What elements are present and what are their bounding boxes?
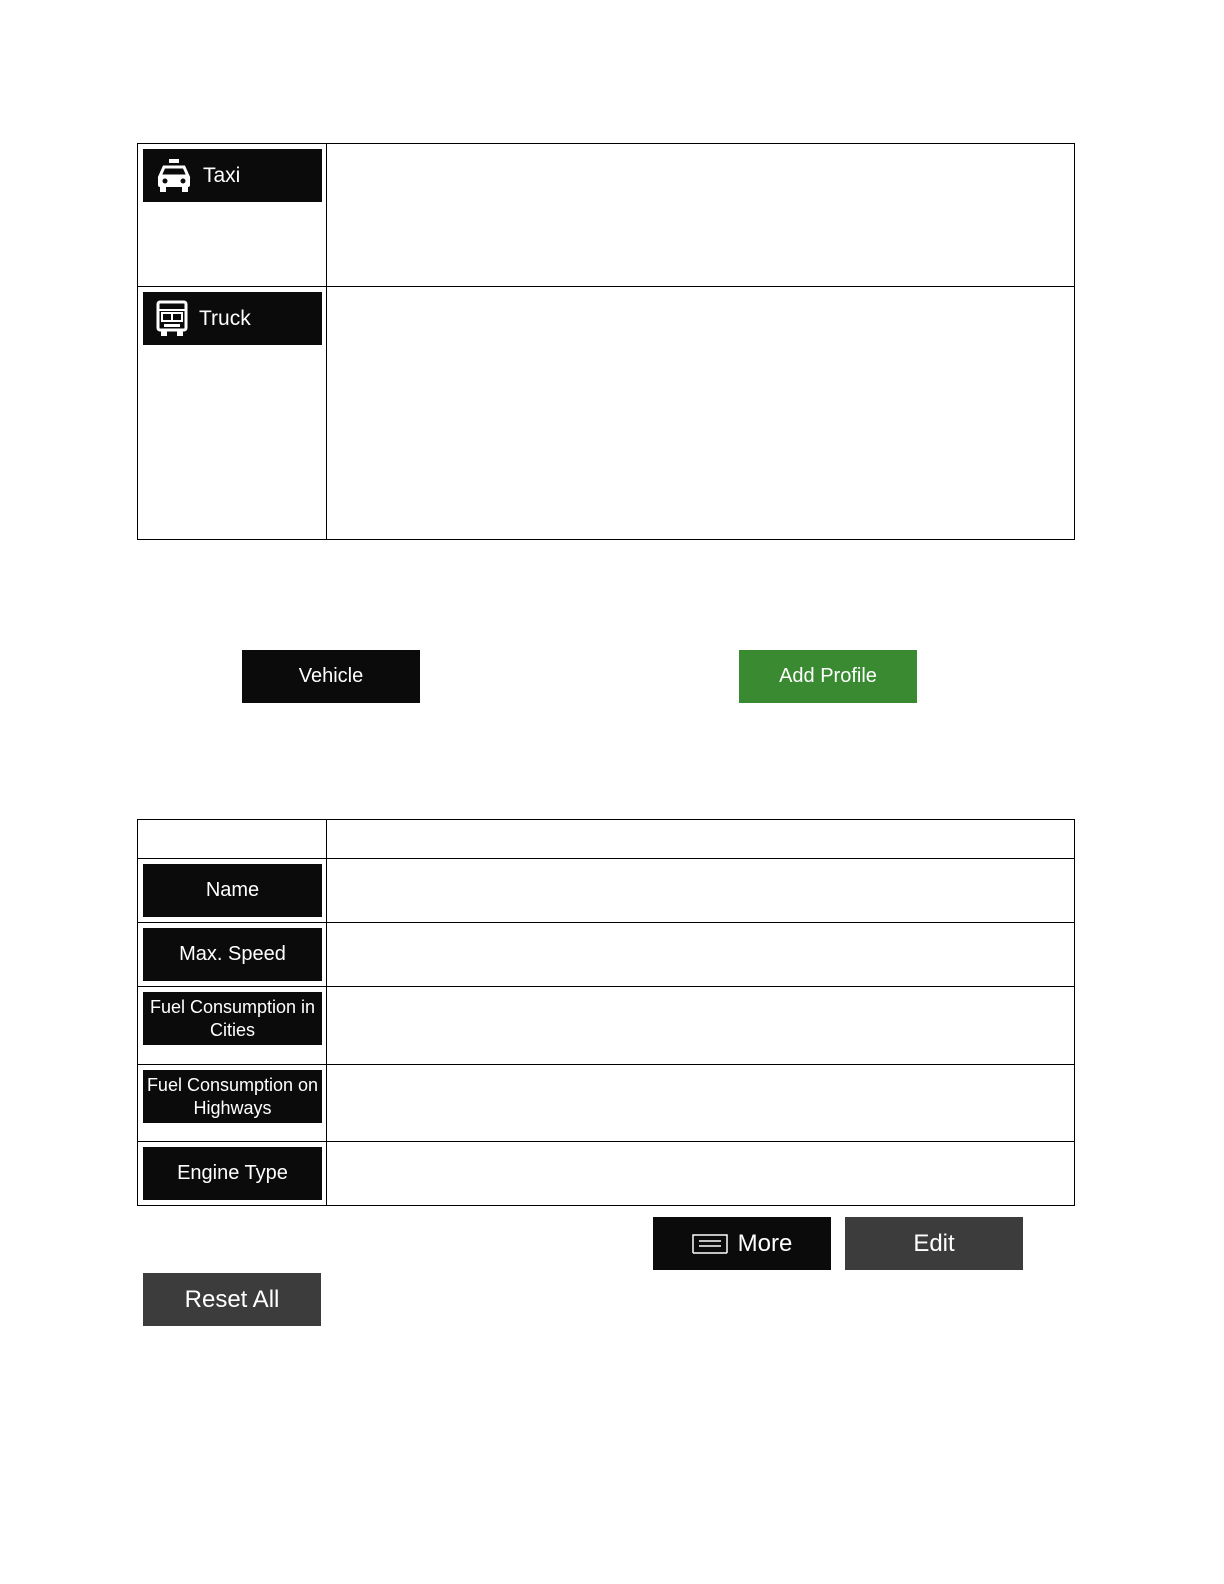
edit-button[interactable]: Edit xyxy=(845,1217,1023,1270)
taxi-icon xyxy=(155,158,193,194)
menu-icon xyxy=(692,1234,728,1254)
engine-type-button[interactable]: Engine Type xyxy=(143,1147,322,1200)
vehicle-button[interactable]: Vehicle xyxy=(242,650,420,703)
more-button[interactable] xyxy=(653,1217,831,1270)
profile-fields-table xyxy=(137,819,1075,1206)
fuel-consumption-highways-button[interactable]: Fuel Consumption on Highways xyxy=(143,1070,322,1123)
table-cell xyxy=(327,923,1075,987)
more-label: More xyxy=(737,1229,793,1257)
table-row xyxy=(138,987,1075,1065)
reset-all-button[interactable]: Reset All xyxy=(143,1273,321,1326)
table-row xyxy=(138,923,1075,987)
table-cell xyxy=(138,987,327,1065)
truck-icon xyxy=(155,300,189,338)
table-cell xyxy=(138,1142,327,1206)
table-cell xyxy=(327,820,1075,859)
taxi-label: Taxi xyxy=(203,163,241,187)
taxi-button[interactable] xyxy=(143,149,322,202)
name-button[interactable]: Name xyxy=(143,864,322,917)
vehicle-type-table xyxy=(137,143,1075,540)
table-cell xyxy=(138,287,327,540)
table-cell xyxy=(138,859,327,923)
table-row xyxy=(138,1142,1075,1206)
table-cell xyxy=(327,859,1075,923)
table-row xyxy=(138,1065,1075,1142)
table-cell xyxy=(327,987,1075,1065)
table-cell xyxy=(138,820,327,859)
table-cell xyxy=(327,1142,1075,1206)
add-profile-button[interactable]: Add Profile xyxy=(739,650,917,703)
max-speed-button[interactable]: Max. Speed xyxy=(143,928,322,981)
table-cell xyxy=(327,1065,1075,1142)
truck-button[interactable] xyxy=(143,292,322,345)
table-cell xyxy=(138,1065,327,1142)
table-row xyxy=(138,287,1075,540)
table-row xyxy=(138,144,1075,287)
truck-label: Truck xyxy=(199,306,251,330)
table-cell xyxy=(327,144,1075,287)
fuel-consumption-cities-button[interactable]: Fuel Consumption in Cities xyxy=(143,992,322,1045)
table-cell xyxy=(138,144,327,287)
table-header-row xyxy=(138,820,1075,859)
table-cell xyxy=(138,923,327,987)
table-cell xyxy=(327,287,1075,540)
table-row xyxy=(138,859,1075,923)
